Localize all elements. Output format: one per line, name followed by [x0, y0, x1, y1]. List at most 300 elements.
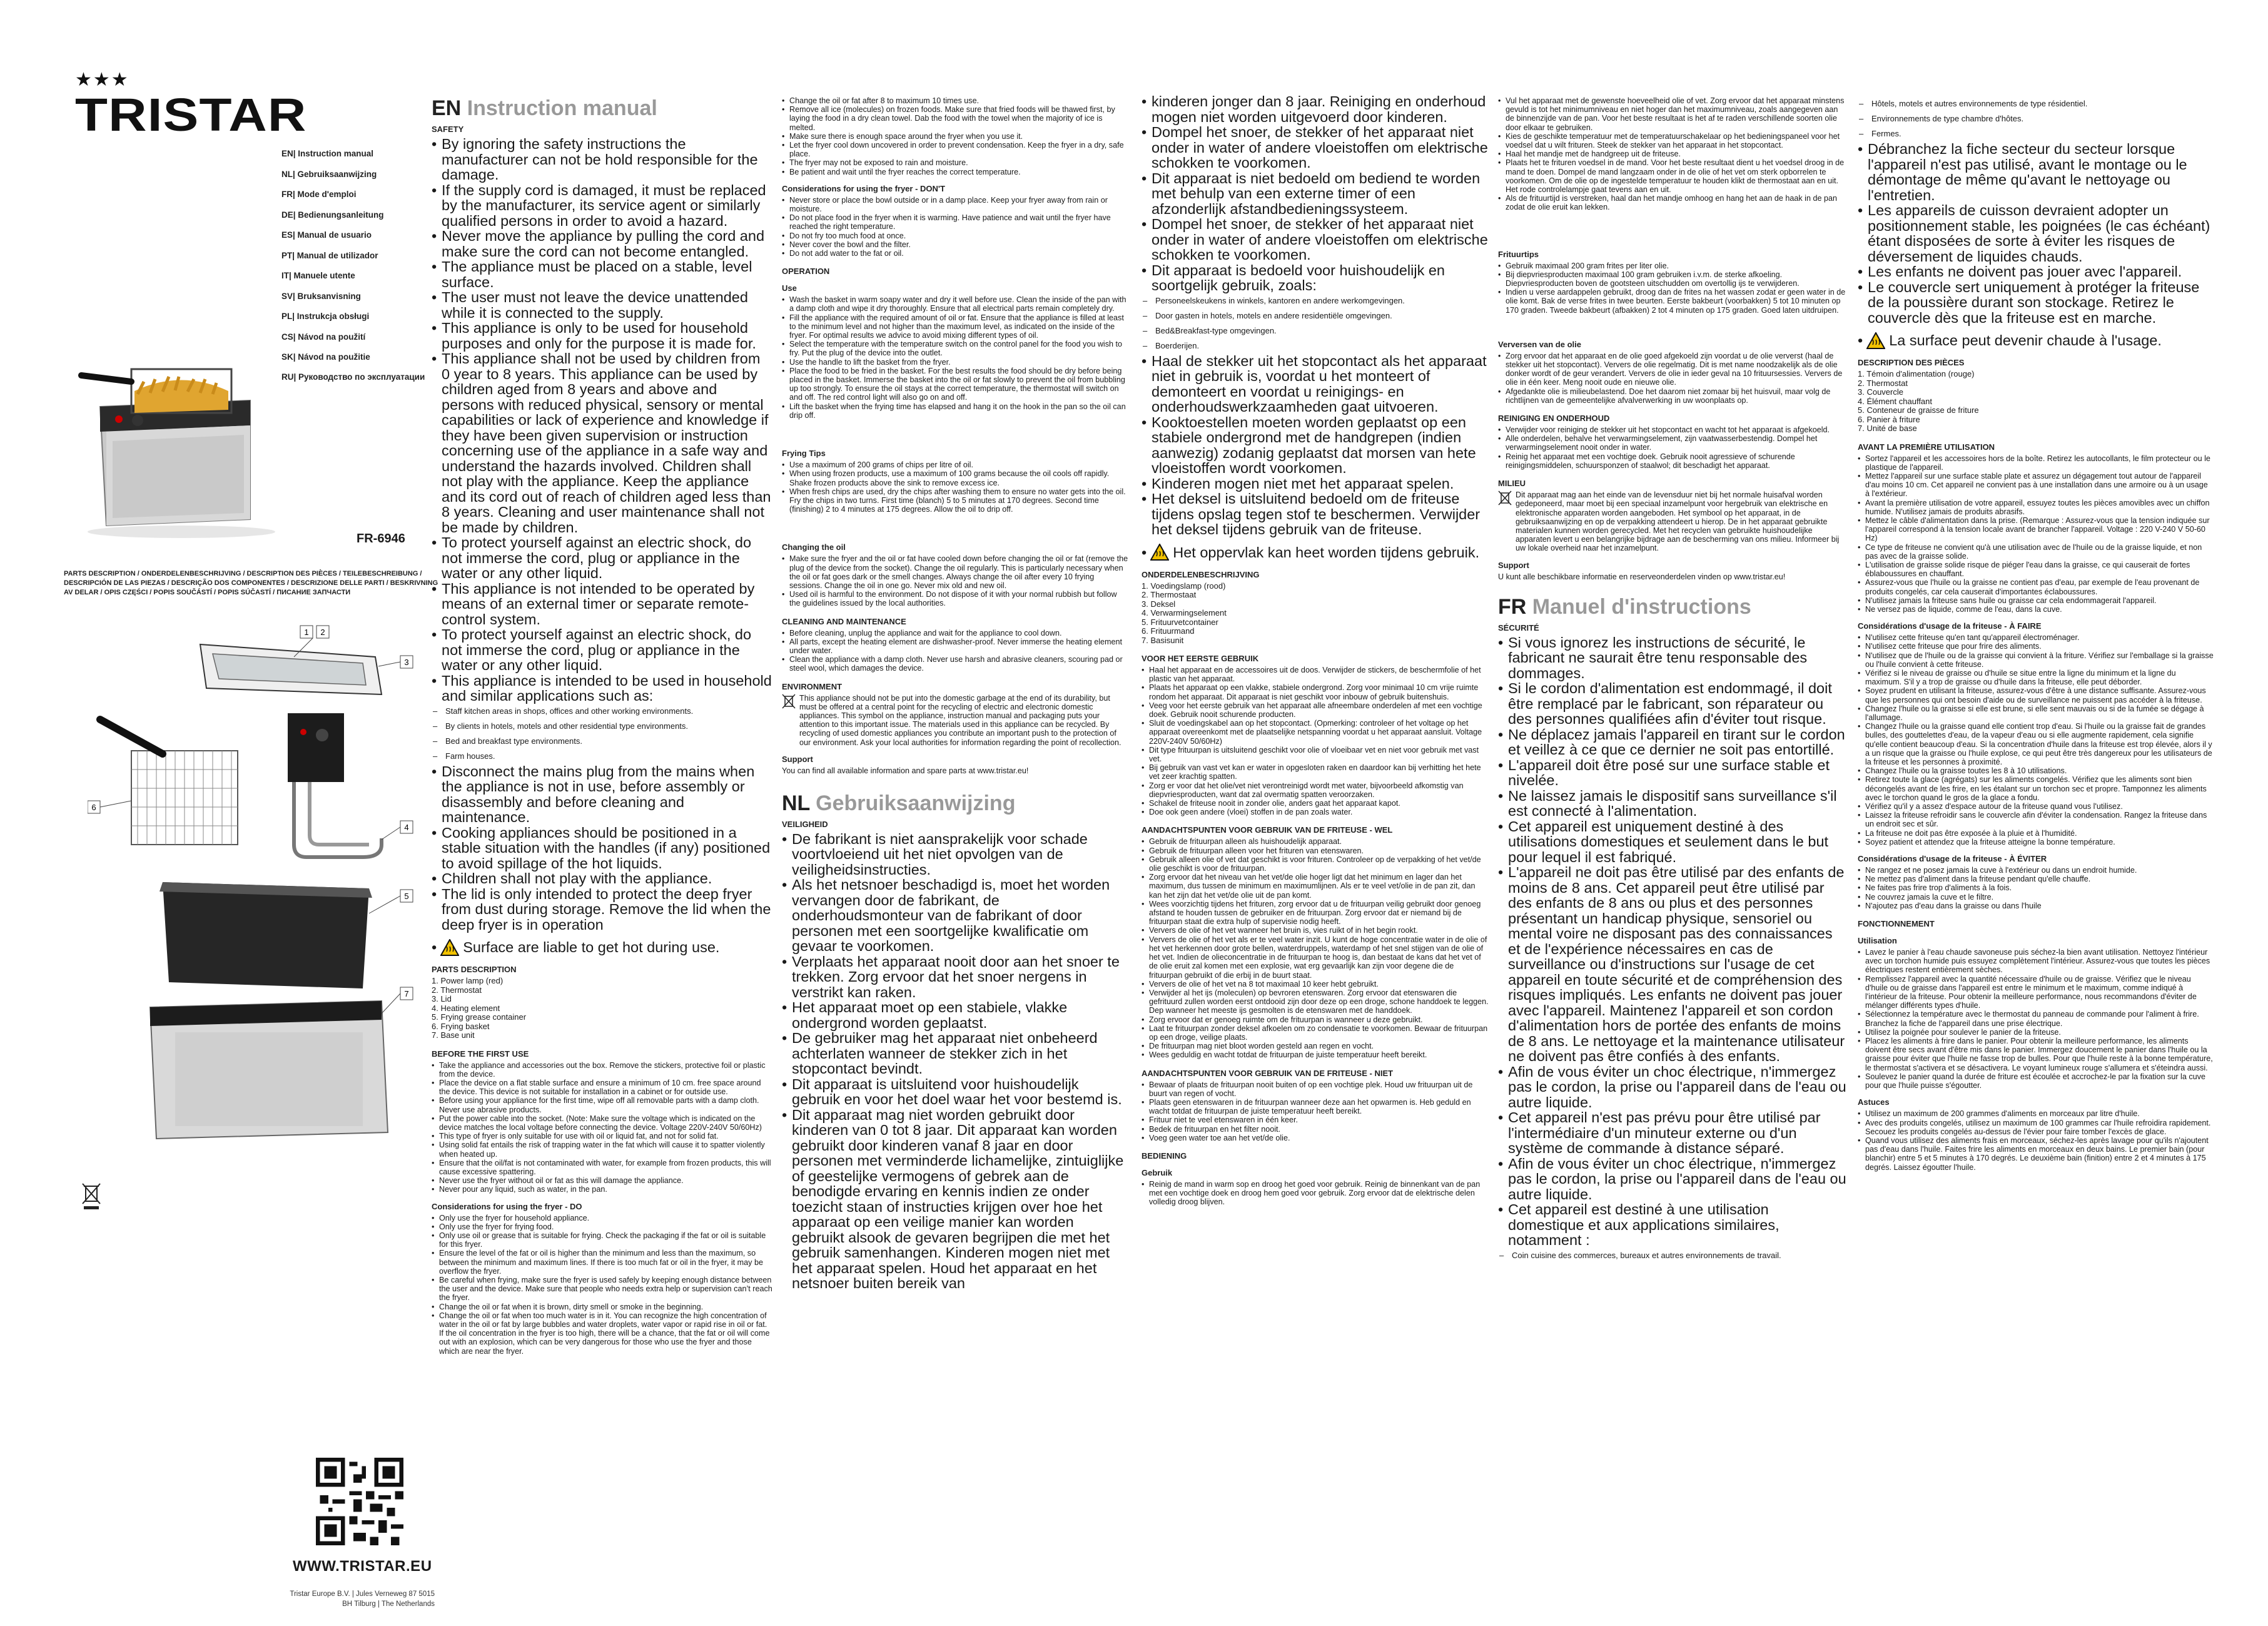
list-item: • The user must not leave the device unattended while it is connected to the supply. — [432, 290, 772, 320]
list-item: • Mettez le câble d'alimentation dans la prise. (Remarque : Assurez-vous que la tension indiquée sur l'appareil correspond à la tension locale avant de brancher l'appareil. Voltage : 220 V-240 V 50-60 Hz) — [1858, 516, 2214, 543]
list-item: • Wees geduldig en wacht totdat de frituurpan de juiste temperatuur heeft bereikt. — [1142, 1050, 1489, 1059]
fr-dont-list — [1858, 866, 2214, 910]
list-item: • Mettez l'appareil sur une surface stable plate et assurez un dégagement tout autour de l'appareil d'au moins 10 cm. Cet appareil ne convient pas à une installation dans une armoire ou à un usage à l'extérieur. — [1858, 472, 2214, 499]
en-safety-heading: SAFETY — [432, 124, 464, 134]
list-item: • Using solid fat entails the risk of trapping water in the fat which will cause it to spatter violently when heated up. — [432, 1141, 772, 1158]
list-item: • Dompel het snoer, de stekker of het apparaat niet onder in water of andere vloeistoffen om elektrische schokken te voorkomen. — [1142, 216, 1489, 263]
hot-surface-warning-icon — [1866, 332, 1885, 349]
list-item: • N'utilisez cette friteuse qu'en tant qu'appareil électroménager. — [1858, 633, 2214, 642]
language-index — [281, 144, 425, 382]
list-item: • N'utilisez jamais la friteuse sans huile ou graisse car cela endommagerait l'appareil. — [1858, 596, 2214, 605]
nl-use-list-cont — [1498, 96, 1848, 212]
nl-cleaning-list — [1498, 425, 1848, 470]
list-item: • Bij gebruik van vast vet kan er water in opgesloten raken en daardoor kan bij verhitting het hete vet zeer krachtig spatten. — [1142, 763, 1489, 781]
list-item: • Before using your appliance for the first time, wipe off all removable parts with a damp cloth. Never use abrasive products. — [432, 1096, 772, 1114]
list-item: • The lid is only intended to protect the deep fryer from dust during storage. Remove the lid when the deep fryer is in operation — [432, 887, 772, 933]
list-item: 2. Thermostaat — [1142, 590, 1197, 599]
nl-section-title — [782, 791, 1129, 816]
fr-usage-environments-cont — [1858, 96, 2214, 141]
fr-safety-heading: SÉCURITÉ — [1498, 622, 1539, 633]
list-item: • Vérifiez si le niveau de graisse ou d'huile se situe entre la ligne du minimum et la ligne du maximum. S'il y a trop de graisse ou d'huile dans la friteuse, elle peut déborder. — [1858, 669, 2214, 686]
en-dont-list — [782, 196, 1129, 258]
list-item: 3. Deksel — [1142, 599, 1176, 609]
list-item: 1. Power lamp (red) — [432, 976, 504, 985]
nl-cleaning-heading: REINIGING EN ONDERHOUD — [1498, 414, 1610, 424]
list-item: • Put the power cable into the socket. (Note: Make sure the voltage which is indicated on the device matches the local voltage before connecting the device. Voltage 220V-240V 50/60Hz) — [432, 1114, 772, 1132]
list-item: • Ne couvrez jamais la cuve et le filtre. — [1858, 893, 2214, 902]
language-item: PT| Manual de utilizador — [281, 250, 378, 260]
en-language-code: EN — [432, 96, 462, 120]
list-item: • This appliance is not intended to be operated by means of an external timer or separate remote-control system. — [432, 581, 772, 628]
hot-surface-text: La surface peut devenir chaude à l'usage. — [1889, 332, 2162, 348]
list-item: • Fill the appliance with the required amount of oil or fat. Ensure that the appliance is filled at least to the minimum level and not higher than the maximum level, as indicated on the inside of the fryer. For optimal results we advice to avoid mixing different types of oil. — [782, 313, 1129, 340]
list-item: • Retirez toute la glace (agrégats) sur les aliments congelés. Vérifiez que les aliments sont bien décongelés avant de les frire, en les étalant sur un torchon sec et propre. Tamponnez les aliments avec le torchon quand le gros de la glace a fondu. — [1858, 775, 2214, 802]
nl-operation-heading: BEDIENING — [1142, 1151, 1187, 1161]
nl-column-3 — [1498, 96, 1848, 1610]
list-item: • Do not add water to the fat or oil. — [782, 249, 1129, 258]
list-item: • When fresh chips are used, dry the chips after washing them to ensure no water gets into the oil. Fry the chips in two turns. First time (blanch) 5 to 5 minutes at 170 degrees. Second time (finishing) 2 to 4 minutes at 175 degrees. Allow the oil to drip off. — [782, 487, 1129, 514]
nl-dont-list — [1142, 1080, 1489, 1142]
list-item: – Boerderijen. — [1142, 338, 1489, 353]
list-item: • Zorg ervoor dat er genoeg ruimte om de frituurpan is wanneer u deze gebruikt. — [1142, 1015, 1489, 1024]
list-item: • Schakel de friteuse nooit in zonder olie, anders gaat het apparaat kapot. — [1142, 799, 1489, 808]
en-operation-heading: OPERATION — [782, 267, 830, 277]
nl-use-heading: Gebruik — [1142, 1167, 1173, 1177]
list-item: • Use the handle to lift the basket from the fryer. — [782, 358, 1129, 367]
fr-title: Manuel d'instructions — [1532, 594, 1751, 619]
list-item: – Fermes. — [1858, 126, 2214, 141]
list-item: • Change the oil or fat after 8 to maximum 10 times use. — [782, 96, 1129, 105]
list-item: • Ververs de olie of het vet wanneer het bruin is, vies ruikt of in het begin rookt. — [1142, 926, 1489, 935]
list-item: 4. Verwarmingselement — [1142, 608, 1227, 617]
list-item: • Cooking appliances should be positioned in a stable situation with the handles (if any) positioned to avoid spillage of the hot liquids. — [432, 825, 772, 871]
list-item: • Used oil is harmful to the environment. Do not dispose of it with your normal rubbish but follow the guidelines issued by the local authorities. — [782, 590, 1129, 607]
language-item: EN| Instruction manual — [281, 149, 374, 158]
list-item: • Zorg ervoor dat het apparaat en de olie goed afgekoeld zijn voordat u de olie ververst (haal de stekker uit het stopcontact). Ververs de olie regelmatig. Dit is met name noodzakelijk als de olie donker wordt of de geur verandert. Ververs de olie in ieder geval na 10 frituursessies. Ververs de olie in één keer. Meng nooit oude en nieuwe olie. — [1498, 352, 1848, 387]
list-item: • Soyez prudent en utilisant la friteuse, assurez-vous d'être à une distance suffisante. Assurez-vous que les personnes qui ont besoin d'aide ou de surveillance ne puissent pas accéder à la friteuse. — [1858, 686, 2214, 704]
en-support-text: You can find all available information and spare parts at www.tristar.eu! — [782, 766, 1029, 775]
en-environment-heading: ENVIRONMENT — [782, 681, 843, 691]
list-item: • This appliance shall not be used by children from 0 year to 8 years. This appliance can be used by children aged from 8 years and above and persons with reduced physical, sensory or mental capabilities or lack of experience and knowledge if they have been given supervision or instruction concerning use of the appliance in a safe way and understand the hazards involved. Children shall not play with the appliance. Keep the appliance and its cord out of reach of children aged less than 8 years. Cleaning and user maintenance shall not be made by children. — [432, 351, 772, 535]
list-item: • Dit apparaat is uitsluitend voor huishoudelijk gebruik en voor het doel waar het voor bestemd is. — [782, 1077, 1129, 1107]
list-item: • Bij diepvriesproducten maximaal 100 gram gebruiken i.v.m. de sterke afkoeling. Diepvriesproducten boven de gootsteen uitschudden om overtollig ijs te verwijderen. — [1498, 270, 1848, 288]
hot-surface-warning-icon — [1150, 544, 1169, 561]
en-environment-text: This appliance should not be put into the domestic garbage at the end of its durability, but must be offered at a central point for the recycling of electric and electronic domestic appliances. This symbol on the appliance, instruction manual and packaging puts your attention to this important issue. The materials used in this appliance can be recycled. By recycling of used domestic appliances you contribute an important push to the protection of our environment. Ask your local authorities for information regarding the point of recollection. — [799, 693, 1121, 747]
en-cleaning-list — [782, 629, 1129, 673]
list-item: • Gebruik de frituurpan alleen voor het frituren van etenswaren. — [1142, 846, 1489, 855]
fr-do-list — [1858, 633, 2214, 846]
list-item: • Before cleaning, unplug the appliance and wait for the appliance to cool down. — [782, 629, 1129, 638]
list-item: – Bed&Breakfast-type omgevingen. — [1142, 323, 1489, 338]
nl-before-first-use-heading: VOOR HET EERSTE GEBRUIK — [1142, 654, 1259, 663]
list-item: 5. Frying grease container — [432, 1012, 527, 1022]
fr-dont-heading: Considérations d'usage de la friteuse - À ÉVITER — [1858, 854, 2047, 864]
list-item: • Ensure the level of the fat or oil is higher than the minimum and less than the maximum, so between the minimum and maximum lines. If there is too much fat or oil in the fryer, it may be overflow the fryer. — [432, 1249, 772, 1276]
list-item: • Dompel het snoer, de stekker of het apparaat niet onder in water of andere vloeistoffen om elektrische schokken te voorkomen. — [1142, 124, 1489, 171]
list-item: 2. Thermostat — [1858, 378, 1908, 388]
list-item: • L'utilisation de graisse solide risque de piéger l'eau dans la graisse, ce qui causerait de fortes éblaboussures en chauffant. — [1858, 561, 2214, 578]
language-item: SV| Bruksanvisning — [281, 291, 361, 301]
list-item: • Only use oil or grease that is suitable for frying. Check the packaging if the fat or oil is suitable for this fryer. — [432, 1231, 772, 1249]
list-item: • Disconnect the mains plug from the mains when the appliance is not in use, before assembly or disassembly and before cleaning and maintenance. — [432, 764, 772, 825]
fr-before-first-use-list — [1858, 454, 2214, 614]
list-item: • Het deksel is uitsluitend bedoeld om de friteuse tijdens opslag tegen stof te beschermen. Verwijder het deksel tijdens gebruik van de friteuse. — [1142, 491, 1489, 537]
list-item: • Children shall not play with the appliance. — [432, 871, 772, 887]
list-item: • Never use the fryer without oil or fat as this will damage the appliance. — [432, 1176, 772, 1185]
list-item: • Het apparaat moet op een stabiele, vlakke ondergrond worden geplaatst. — [782, 1000, 1129, 1030]
en-cleaning-heading: CLEANING AND MAINTENANCE — [782, 616, 906, 626]
list-item: – Staff kitchen areas in shops, offices and other working environments. — [432, 704, 772, 719]
list-item: 6. Frying basket — [432, 1021, 490, 1031]
callout-5: 5 — [404, 892, 409, 901]
list-item: – Bed and breakfast type environments. — [432, 734, 772, 749]
list-item: 7. Base unit — [432, 1030, 475, 1040]
nl-column-2 — [1142, 94, 1489, 1608]
list-item: • Use a maximum of 200 grams of chips per litre of oil. — [782, 460, 1129, 469]
list-item: 1. Voedingslamp (rood) — [1142, 581, 1226, 591]
list-item: • If the supply cord is damaged, it must be replaced by the manufacturer, its service agent or similarly qualified persons in order to avoid a hazard. — [432, 183, 772, 229]
company-address: Tristar Europe B.V. | Jules Verneweg 87 5015 BH Tilburg | The Netherlands — [290, 1590, 435, 1608]
fr-column-2 — [1858, 96, 2214, 1610]
list-item: • This type of fryer is only suitable for use with oil or liquid fat, and not for solid fat. — [432, 1132, 772, 1141]
list-item: • Haal het apparaat en de accessoires uit de doos. Verwijder de stickers, de beschermfolie of het plastic van het apparaat. — [1142, 666, 1489, 683]
list-item: • N'utilisez cette friteuse que pour frire des aliments. — [1858, 642, 2214, 651]
en-tips-list — [782, 460, 1129, 514]
list-item: 4. Heating element — [432, 1003, 500, 1013]
fr-operation-heading: FONCTIONNEMENT — [1858, 919, 1935, 929]
nl-safety-list-cont — [1142, 94, 1489, 293]
nl-do-heading: AANDACHTSPUNTEN VOOR GEBRUIK VAN DE FRITEUSE - WEL — [1142, 825, 1393, 835]
list-item: • Quand vous utilisez des aliments frais en morceaux, séchez-les après lavage pour qu'ils n'ajoutent pas d'eau dans l'huile. Faites frire les aliments en morceaux en deux bains. Le premier bain (pour blanchir) entre 5 et 5 minutes à 170 degrés. Le deuxième bain (finition) entre 2 et 4 minutes à 175 degrés. Laissez égoutter l'huile. — [1858, 1136, 2214, 1172]
nl-changing-oil-heading: Verversen van de olie — [1498, 339, 1581, 349]
list-item: • Assurez-vous que l'huile ou la graisse ne contient pas d'eau, par exemple de l'eau provenant de produits congelés, car cela causerait d'importantes éclaboussures. — [1858, 578, 2214, 596]
list-item: • Verplaats het apparaat nooit door aan het snoer te trekken. Zorg ervoor dat het snoer nergens in verstrikt kan raken. — [782, 954, 1129, 1000]
list-item: • Kinderen mogen niet met het apparaat spelen. — [1142, 476, 1489, 492]
list-item: • Do not fry too much food at once. — [782, 231, 1129, 240]
en-do-list-cont — [782, 96, 1129, 176]
callout-1: 1 — [304, 628, 309, 637]
list-item: • Be patient and wait until the fryer reaches the correct temperature. — [782, 168, 1129, 176]
brand-name: TRISTAR — [75, 89, 307, 141]
fr-hot-surface-warning: • La surface peut devenir chaude à l'usage. — [1858, 332, 2162, 348]
callout-3: 3 — [404, 658, 409, 667]
nl-dont-heading: AANDACHTSPUNTEN VOOR GEBRUIK VAN DE FRITEUSE - NIET — [1142, 1068, 1394, 1078]
list-item: • Vérifiez qu'il y a assez d'espace autour de la friteuse quand vous l'utilisez. — [1858, 802, 2214, 811]
list-item: • Alle onderdelen, behalve het verwarmingselement, zijn vaatwasserbestendig. Dompel het verwarmingselement nooit onder in water. — [1498, 434, 1848, 452]
list-item: • Ensure that the oil/fat is not contaminated with water, for example from frozen products, this will cause excessive spattering. — [432, 1159, 772, 1176]
nl-safety-list — [782, 831, 1129, 1291]
parts-diagram — [88, 619, 425, 1157]
list-item: • Remove all ice (molecules) on frozen foods. Make sure that fried foods will be thawed first, by laying the food in a dry clean towel. Dab the food with the towel when the majority of ice is melted. — [782, 105, 1129, 132]
list-item: • Si vous ignorez les instructions de sécurité, le fabricant ne saurait être tenu responsable des dommages. — [1498, 635, 1848, 681]
list-item: • Be careful when frying, make sure the fryer is used safely by keeping enough distance between the user and the device. Make sure that people who needs extra help or supervision can’t reach the fryer. — [432, 1276, 772, 1303]
list-item: • Plaats het apparaat op een vlakke, stabiele ondergrond. Zorg voor minimaal 10 cm vrije ruimte rondom het apparaat. Dit apparaat is niet geschikt voor inbouw of gebruik buitenshuis. — [1142, 683, 1489, 701]
list-item: • Select the temperature with the temperature switch on the control panel for the food you wish to fry. Put the plug of the device into the outlet. — [782, 340, 1129, 357]
list-item: • L'appareil ne doit pas être utilisé par des enfants de moins de 8 ans. Cet appareil peut être utilisé par des enfants de 8 ans ou plus et des personnes présentant un handicap physique, sensoriel ou mental voire ne disposant pas des connaissances et de l'expérience nécessaires en cas de surveillance ou d'instructions sur l'usage de cet appareil en toute sécurité et de compréhension des risques impliqués. Les enfants ne doivent pas jouer avec l'appareil. Maintenez l'appareil et son cordon d'alimentation hors de portée des enfants de moins de 8 ans. Le nettoyage et la maintenance utilisateur ne doivent pas être confiés à des enfants. — [1498, 865, 1848, 1064]
list-item: • Verwijder voor reiniging de stekker uit het stopcontact en wacht tot het apparaat is afgekoeld. — [1498, 425, 1848, 434]
list-item: • Place the food to be fried in the basket. For the best results the food should be dry before being placed in the basket. Immerse the basket into the oil or fat slowly to prevent the oil from bubbling up too strongly. To ensure the oil stays at the correct temperature, the thermostat will switch on and off. The red control light will also go on and off. — [782, 367, 1129, 402]
list-item: – Door gasten in hotels, motels en andere residentiële omgevingen. — [1142, 308, 1489, 323]
language-item: NL| Gebruiksaanwijzing — [281, 169, 377, 179]
list-item: • Plaats geen etenswaren in de frituurpan wanneer deze aan het opwarmen is. Heb geduld en wacht totdat de frituurpan de juiste temperatuur heeft bereikt. — [1142, 1098, 1489, 1115]
list-item: • Dit apparaat is niet bedoeld om bediend te worden met behulp van een externe timer of een afzonderlijk afstandbedieningssysteem. — [1142, 171, 1489, 217]
list-item: • De gebruiker mag het apparaat niet onbeheerd achterlaten wanneer de stekker zich in het stopcontact bevindt. — [782, 1030, 1129, 1077]
list-item: 4. Élément chauffant — [1858, 396, 1933, 406]
nl-environment-heading: MILIEU — [1498, 479, 1526, 489]
list-item: • Ne mettez pas d'aliment dans la friteuse pendant qu'elle chauffe. — [1858, 875, 2214, 883]
list-item: • Zorg ervoor dat het niveau van het vet/de olie hoger ligt dat het minimum en lager dan het maximum, dus tussen de minimum en maximumlijnen. Als er te veel vet/olie in de pan zit, dan kan het zijn dat het vet/de olie uit de pan komt. — [1142, 873, 1489, 900]
list-item: • Lift the basket when the frying time has elapsed and hang it on the hook in the pan so the oil can drip off. — [782, 402, 1129, 420]
list-item: • Kies de geschikte temperatuur met de temperatuurschakelaar op het bedieningspaneel voor het voedsel dat u wilt frituren. Steek de stekker van het apparaat in het stopcontact. — [1498, 132, 1848, 150]
en-use-list — [782, 295, 1129, 420]
fr-usage-environments — [1498, 1248, 1848, 1263]
list-item: • Débranchez la fiche secteur du secteur lorsque l'appareil n'est pas utilisé, avant le montage ou le démontage de même qu'avant le nettoyage ou l'entretien. — [1858, 141, 2214, 203]
fryer-product-image — [63, 332, 275, 544]
website-link[interactable]: WWW.TRISTAR.EU — [293, 1558, 432, 1575]
weee-bin-icon — [1498, 490, 1512, 507]
qr-code[interactable] — [316, 1458, 403, 1545]
en-safety-list-2 — [432, 764, 772, 933]
list-item: • Veeg voor het eerste gebruik van het apparaat alle afneembare onderdelen af met een vochtige doek. Gebruik nooit schurende producten. — [1142, 701, 1489, 719]
hot-surface-text: Surface are liable to get hot during use. — [463, 939, 720, 955]
nl-support-heading: Support — [1498, 560, 1529, 570]
list-item: • De fabrikant is niet aansprakelijk voor schade voortvloeiend uit het niet opvolgen van de veiligheidsinstructies. — [782, 831, 1129, 878]
en-use-heading: Use — [782, 283, 797, 293]
list-item: • N'ajoutez pas d'eau dans la graisse ou dans l'huile — [1858, 902, 2214, 910]
nl-title: Gebruiksaanwijzing — [816, 791, 1016, 815]
list-item: • Les appareils de cuisson devraient adopter un positionnement stable, les poignées (le cas échéant) étant disposées de sorte à éviter les risques de déversement de liquides chauds. — [1858, 203, 2214, 264]
callout-6: 6 — [91, 803, 96, 812]
list-item: • Dit type frituurpan is uitsluitend geschikt voor olie of vloeibaar vet en niet voor gebruik met vast vet. — [1142, 746, 1489, 763]
en-changing-oil-list — [782, 554, 1129, 607]
list-item: • Ne versez pas de liquide, comme de l'eau, dans la cuve. — [1858, 605, 2214, 614]
list-item: – By clients in hotels, motels and other residential type environments. — [432, 719, 772, 734]
nl-tips-list — [1498, 262, 1848, 315]
nl-tips-heading: Frituurtips — [1498, 249, 1539, 259]
list-item: 7. Basisunit — [1142, 635, 1184, 645]
nl-do-list — [1142, 837, 1489, 1059]
nl-before-first-use-list — [1142, 666, 1489, 816]
hot-surface-text: Het oppervlak kan heet worden tijdens gebruik. — [1173, 544, 1480, 561]
list-item: – Farm houses. — [432, 749, 772, 764]
nl-safety-list-2 — [1142, 353, 1489, 537]
en-do-heading: Considerations for using the fryer - DO — [432, 1201, 582, 1211]
list-item: • Utilisez un maximum de 200 grammes d'aliments en morceaux par litre d'huile. — [1858, 1109, 2214, 1118]
fr-before-first-use-heading: AVANT LA PREMIÈRE UTILISATION — [1858, 442, 1995, 452]
list-item: • De frituurpan mag niet bloot worden gesteld aan regen en vocht. — [1142, 1042, 1489, 1050]
list-item: • Gebruik alleen olie of vet dat geschikt is voor frituren. Controleer op de verpakking of het vet/de olie geschikt is voor de frituurpan. — [1142, 855, 1489, 873]
list-item: • Doe ook geen andere (vloei) stoffen in de pan zoals water. — [1142, 808, 1489, 816]
list-item: • Take the appliance and accessories out the box. Remove the stickers, protective foil or plastic from the device. — [432, 1061, 772, 1079]
list-item: • Bewaar of plaats de frituurpan nooit buiten of op een vochtige plek. Houd uw frituurpan uit de buurt van regen of vocht. — [1142, 1080, 1489, 1098]
list-item: • N'utilisez que de l'huile ou de la graisse qui convient à la friture. Vérifiez sur l'emballage si la graisse ou l'huile convient à cette friteuse. — [1858, 651, 2214, 669]
en-support-heading: Support — [782, 754, 813, 764]
list-item: • Soyez patient et attendez que la friteuse atteigne la bonne température. — [1858, 838, 2214, 846]
language-item: CS| Návod na použití — [281, 332, 366, 342]
list-item: • Afin de vous éviter un choc électrique, n'immergez pas le cordon, la prise ou l'appareil dans de l'eau ou autre liquide. — [1498, 1156, 1848, 1202]
list-item: • Cet appareil n'est pas prévu pour être utilisé par l'intermédiaire d'un minuteur externe ou d'un système de commande à distance séparé. — [1498, 1110, 1848, 1156]
en-hot-surface-warning: • Surface are liable to get hot during use. — [432, 939, 720, 955]
nl-support-text: U kunt alle beschikbare informatie en reserveonderdelen vinden op www.tristar.eu! — [1498, 572, 1786, 581]
fr-safety-list — [1498, 635, 1848, 1248]
list-item: • Place the device on a flat stable surface and ensure a minimum of 10 cm. free space around the device. This device is not suitable for installation in a cabinet or for outside use. — [432, 1079, 772, 1096]
list-item: • kinderen jonger dan 8 jaar. Reiniging en onderhoud mogen niet worden uitgevoerd door kinderen. — [1142, 94, 1489, 124]
list-item: • Sortez l'appareil et les accessoires hors de la boîte. Retirez les autocollants, le film protecteur ou le plastique de l'appareil. — [1858, 454, 2214, 472]
fr-use-heading: Utilisation — [1858, 936, 1897, 946]
list-item: • Reinig het apparaat met een vochtige doek. Gebruik nooit agressieve of schurende reinigingsmiddelen, schuursponzen of staalwol; dit beschadigt het apparaat. — [1498, 452, 1848, 470]
list-item: • Gebruik maximaal 200 gram frites per liter olie. — [1498, 262, 1848, 270]
callout-2: 2 — [320, 628, 325, 637]
list-item: • Dit apparaat is bedoeld voor huishoudelijk en soortgelijk gebruik, zoals: — [1142, 263, 1489, 293]
weee-bin-icon — [81, 1182, 101, 1210]
list-item: • This appliance is intended to be used in household and similar applications such as: — [432, 673, 772, 704]
list-item: • Changez l'huile ou la graisse quand elle contient trop d'eau. Si l'huile ou la graisse fait de grandes bulles, des gouttelettes d'eau, de la vapeur d'eau ou si elle augmente rapidement, cela signifie qu'elle contient beaucoup d'eau. Si la concentration d'huile dans la friteuse est trop élevée, alors il y a un risque que la graisse ou l'huile explose, ce qui peut être très dangereux pour les utilisateurs de la friteuse et les personnes à proximité. — [1858, 722, 2214, 766]
list-item: • Voeg geen water toe aan het vet/de olie. — [1142, 1134, 1489, 1142]
brand-logo — [75, 69, 307, 141]
model-number: FR-6946 — [357, 532, 405, 546]
fr-parts-list — [1858, 370, 2214, 434]
fr-parts-heading: DESCRIPTION DES PIÈCES — [1858, 358, 1965, 367]
fr-do-heading: Considérations d'usage de la friteuse - À FAIRE — [1858, 621, 2042, 631]
list-item: • Gebruik de frituurpan alleen als huishoudelijk apparaat. — [1142, 837, 1489, 846]
nl-parts-list — [1142, 582, 1489, 646]
list-item: 1. Témoin d'alimentation (rouge) — [1858, 369, 1975, 379]
en-environment-block — [782, 694, 1129, 747]
list-item: – Environnements de type chambre d'hôtes. — [1858, 111, 2214, 126]
hot-surface-warning-icon — [440, 939, 459, 956]
list-item: • Soulevez le panier quand la durée de friture est écoulée et accrochez-le par la fixation sur la cuve pour que l'huile puisse s'égoutter. — [1858, 1072, 2214, 1090]
list-item: 7. Unité de base — [1858, 424, 1917, 433]
list-item: • Sélectionnez la température avec le thermostat du panneau de commande pour l'aliment à frire. Branchez la fiche de l'appareil dans une prise électrique. — [1858, 1010, 2214, 1027]
list-item: • Only use the fryer for frying food. — [432, 1222, 772, 1231]
list-item: • Afin de vous éviter un choc électrique, n'immergez pas le cordon, la prise ou l'appareil dans de l'eau ou autre liquide. — [1498, 1064, 1848, 1110]
list-item: • Ne rangez et ne posez jamais la cuve à l'extérieur ou dans un endroit humide. — [1858, 866, 2214, 875]
callout-7: 7 — [404, 989, 409, 998]
list-item: • Dit apparaat mag niet worden gebruikt door kinderen van 0 tot 8 jaar. Dit apparaat kan worden gebruikt door kinderen vanaf 8 jaar en door personen met verminderde lichamelijke, zintuiglijke of geestelijke vermogens of gebrek aan de benodigde ervaring en kennis indien ze onder toezicht staan of instructies krijgen over hoe het apparaat op een veilige manier kan worden gebruikt alsook de gevaren begrijpen die met het gebruik samenhangen. Kinderen mogen niet met het apparaat spelen. Houd het apparaat en het netsnoer buiten bereik van — [782, 1107, 1129, 1291]
nl-usage-environments — [1142, 293, 1489, 353]
list-item: • Ne faites pas frire trop d'aliments à la fois. — [1858, 883, 2214, 892]
language-item: DE| Bedienungsanleitung — [281, 210, 384, 220]
weee-bin-icon — [782, 694, 796, 710]
nl-language-code: NL — [782, 791, 810, 815]
list-item: 5. Conteneur de graisse de friture — [1858, 405, 1979, 415]
list-item: • L'appareil doit être posé sur une surface stable et nivelée. — [1498, 758, 1848, 788]
list-item: • Ververs de olie of het vet als er te veel water inzit. U kunt de hoge concentratie water in de olie of het vet herkennen door grote bellen, waterdruppels, waterdamp of het snel stijgen van de olie of het vet. Indien de olieconcentratie in de frituurpan te hoog is, dan bestaat de kans dat het vet of de olie eruit zal komen met een explosie, wat erg gevaarlijk kan zijn voor degene die de frituurpan gebruikt of die erbij in de buurt staat. — [1142, 935, 1489, 980]
list-item: • Ververs de olie of het vet na 8 tot maximaal 10 keer hebt gebruikt. — [1142, 980, 1489, 988]
list-item: • Clean the appliance with a damp cloth. Never use harsh and abrasive cleaners, scouring pad or steel wool, which damages the device. — [782, 655, 1129, 673]
list-item: • Vul het apparaat met de gewenste hoeveelheid olie of vet. Zorg ervoor dat het apparaat minstens gevuld is tot het minimumniveau en niet hoger dan het maximumniveau, zoals aangegeven aan de binnenzijde van de pan. Voor het beste resultaat is het af te raden verschillende soorten olie door elkaar te gebruiken. — [1498, 96, 1848, 132]
list-item: • Never pour any liquid, such as water, in the pan. — [432, 1185, 772, 1194]
nl-environment-text: Dit apparaat mag aan het einde van de levensduur niet bij het normale huisafval worden gedeponeerd, maar moet bij een speciaal inzamelpunt voor hergebruik van elektrische en elektronische apparaten worden aangeboden. Het symbool op het apparaat, in de gebruiksaanwijzing en op de verpakking attendeert u hierop. De in het apparaat gebruikte materialen kunnen worden gerecycled. Met het recyclen van gebruikte huishoudelijke apparaten levert u een belangrijke bijdrage aan de bescherming van ons milieu. Informeer bij uw lokale overheid naar het inzamelpunt. — [1516, 490, 1840, 553]
fr-language-code: FR — [1498, 594, 1527, 619]
language-item: SK| Návod na použitie — [281, 352, 370, 362]
list-item: • Changez l'huile ou la graisse toutes les 8 à 10 utilisations. — [1858, 766, 2214, 775]
list-item: • Make sure the fryer and the oil or fat have cooled down before changing the oil or fat (remove the plug of the device from the socket). Change the oil regularly. This is particularly necessary when the oil or fat goes dark or the smell changes. Always change the oil after every 10 frying sessions. Change the oil in one go. Never mix old and new oil. — [782, 554, 1129, 590]
list-item: • Si le cordon d'alimentation est endommagé, il doit être remplacé par le fabricant, son réparateur ou des personnes qualifiées afin d'éviter tout risque. — [1498, 681, 1848, 727]
nl-hot-surface-warning: • Het oppervlak kan heet worden tijdens gebruik. — [1142, 544, 1480, 561]
en-tips-heading: Frying Tips — [782, 449, 826, 459]
en-section-title — [432, 96, 772, 121]
fr-tips-heading: Astuces — [1858, 1097, 1890, 1107]
list-item: • Verwijder al het ijs (moleculen) op bevroren etenswaren. Zorg ervoor dat etenswaren die gefrituurd zullen worden eerst ontdooid zijn door deze op een droge, schone handdoek te leggen. Dep wanneer het meeste ijs gesmolten is de etenswaren met de handdoek. — [1142, 988, 1489, 1015]
en-before-first-use-heading: BEFORE THE FIRST USE — [432, 1049, 529, 1059]
en-do-list — [432, 1214, 772, 1356]
list-item: • Haal de stekker uit het stopcontact als het apparaat niet in gebruik is, voordat u het monteert of demonteert en voordat u reinigings- en onderhoudswerkzaamheden gaat uitvoeren. — [1142, 353, 1489, 415]
list-item: • Als de frituurtijd is verstreken, haal dan het mandje omhoog en hang het aan de haak in de pan zodat de olie eruit kan lekken. — [1498, 194, 1848, 211]
list-item: – Coin cuisine des commerces, bureaux et autres environnements de travail. — [1498, 1248, 1848, 1263]
list-item: • Kooktoestellen moeten worden geplaatst op een stabiele ondergrond met de handgrepen (indien aanwezig) zodanig geplaatst dat morsen van hete vloeistoffen wordt voorkomen. — [1142, 415, 1489, 476]
list-item: • Indien u verse aardappelen gebruikt, droog dan de frites na het wassen zodat er geen water in de olie komt. Bak de verse frites in twee beurten. Eerste bakbeurt (voorbakken) 5 tot 10 minuten op 170 graden. Tweede bakbeurt (afbakken) 2 tot 4 minuten op 175 graden. Goed laten uitdruipen. — [1498, 288, 1848, 315]
list-item: • Avec des produits congelés, utilisez un maximum de 100 grammes car l'huile refroidira rapidement. Secouez les produits congelés au-dessus de l'évier pour faire tomber l'excès de glace. — [1858, 1119, 2214, 1136]
list-item: • La friteuse ne doit pas être exposée à la pluie et à l'humidité. — [1858, 829, 2214, 838]
nl-use-list — [1142, 1180, 1489, 1207]
list-item: 6. Panier à friture — [1858, 414, 1920, 424]
list-item: • When using frozen products, use a maximum of 100 grams because the oil cools off rapidly. Shake frozen products above the sink to remove excess ice. — [782, 469, 1129, 487]
nl-parts-heading: ONDERDELENBESCHRIJVING — [1142, 569, 1260, 579]
list-item: • Wees voorzichtig tijdens het frituren, zorg ervoor dat u de frituurpan veilig gebruikt door genoeg afstand te houden tussen de gebruiker en de frituurpan. Zorg ervoor dat er niemand bij de frituurpan staat die extra hulp of supervisie nodig heeft. — [1142, 900, 1489, 927]
fr-safety-list-2 — [1858, 141, 2214, 325]
list-item: • Laissez la friteuse refroidir sans le couvercle afin d'éviter la condensation. Rangez la friteuse dans un endroit sec et sûr. — [1858, 811, 2214, 828]
callout-4: 4 — [404, 823, 409, 832]
en-column-2 — [782, 96, 1129, 1610]
list-item: • Reinig de mand in warm sop en droog het goed voor gebruik. Reinig de binnenkant van de pan met een vochtige doek en droog hem goed voor gebruik. Zorg ervoor dat de elektrische delen volledig droog blijven. — [1142, 1180, 1489, 1207]
list-item: • To protect yourself against an electric shock, do not immerse the cord, plug or appliance in the water or any other liquid. — [432, 627, 772, 673]
list-item: • Avant la première utilisation de votre appareil, essuyez toutes les pièces amovibles avec un chiffon humide. N'utilisez jamais de produits abrasifs. — [1858, 499, 2214, 516]
list-item: • By ignoring the safety instructions the manufacturer can not be hold responsible for the damage. — [432, 136, 772, 183]
language-item: IT| Manuele utente — [281, 271, 355, 280]
list-item: 2. Thermostat — [432, 985, 482, 995]
stars-icon: ★★★ — [75, 69, 129, 90]
list-item: – Hôtels, motels et autres environnements de type résidentiel. — [1858, 96, 2214, 111]
fr-use-list — [1858, 948, 2214, 1090]
list-item: • Frituur niet te veel etenswaren in één keer. — [1142, 1115, 1489, 1124]
list-item: • Let the fryer cool down uncovered in order to prevent condensation. Keep the fryer in a dry, safe place. — [782, 141, 1129, 158]
en-column-1 — [432, 94, 772, 1608]
list-item: • Cet appareil est destiné à une utilisation domestique et aux applications similaires, notamment : — [1498, 1202, 1848, 1248]
list-item: • Les enfants ne doivent pas jouer avec l'appareil. — [1858, 264, 2214, 280]
list-item: • Do not place food in the fryer when it is warming. Have patience and wait until the fryer have reached the right temperature. — [782, 213, 1129, 231]
list-item: • Ne laissez jamais le dispositif sans surveillance s'il est connecté à l'alimentation. — [1498, 788, 1848, 819]
list-item: 3. Lid — [432, 994, 452, 1004]
en-dont-heading: Considerations for using the fryer - DON'T — [782, 183, 945, 193]
nl-environment-block — [1498, 490, 1848, 552]
language-item: RU| Руководство по эксплуатации — [281, 372, 425, 382]
en-parts-list — [432, 977, 772, 1040]
list-item: – Personeelskeukens in winkels, kantoren en andere werkomgevingen. — [1142, 293, 1489, 308]
fr-tips-list — [1858, 1109, 2214, 1171]
list-item: • Haal het mandje met de handgreep uit de friteuse. — [1498, 150, 1848, 158]
list-item: • Laat te frituurpan zonder deksel afkoelen om zo condensatie te voorkomen. Bewaar de frituurpan op een droge, veilige plaats. — [1142, 1024, 1489, 1042]
list-item: • Le couvercle sert uniquement à protéger la friteuse de la poussière durant son stockage. Retirez le couvercle dès que la friteuse est en marche. — [1858, 280, 2214, 326]
en-before-first-use-list — [432, 1061, 772, 1194]
en-usage-environments — [432, 704, 772, 764]
list-item: • Utilisez la poignée pour soulever le panier de la friteuse. — [1858, 1028, 2214, 1037]
list-item: • Plaats het te frituren voedsel in de mand. Voor het beste resultaat dient u het voedsel droog in de mand te doen. Dompel de mand langzaam onder in de olie of het vet om sterk opborrelen te voorkomen. Om de olie op de ingestelde temperatuur te houden klikt de thermostaat aan en uit. Het rode controlelampje gaat tevens aan en uit. — [1498, 158, 1848, 194]
fr-section-title — [1498, 595, 1848, 619]
language-item: FR| Mode d'emploi — [281, 190, 357, 199]
list-item: • Ce type de friteuse ne convient qu'à une utilisation avec de l'huile ou de la graisse liquide, et non pas avec de la graisse solide. — [1858, 543, 2214, 561]
list-item: • Lavez le panier à l'eau chaude savoneuse puis séchez-la bien avant utilisation. Nettoyez l'intérieur avec un torchon humide puis essuyez complètement l'intérieur. Assurez-vous que toutes les pièces électriques restent entièrement sèches. — [1858, 948, 2214, 975]
list-item: • Ne déplacez jamais l'appareil en tirant sur le cordon et veillez à ce que ce dernier ne soit pas entortillé. — [1498, 727, 1848, 758]
list-item: • Never move the appliance by pulling the cord and make sure the cord can not become entangled. — [432, 228, 772, 259]
parts-description-header: PARTS DESCRIPTION / ONDERDELENBESCHRIJVING / DESCRIPTION DES PIÈCES / TEILEBESCHREIBUNG / DESCRIPCIÓN DE LAS PIEZAS / DESCRIÇÃO DOS COMPONENTES / DESCRIZIONE DELLE PARTI / BESKRIVNING AV DELAR / OPIS CZĘŚCI / POPIS SOUČÁSTÍ / POPIS SÚČASTÍ / ПИСАНИЕ ЗАПЧАСТИ — [64, 570, 438, 596]
list-item: • The fryer may not be exposed to rain and moisture. — [782, 158, 1129, 167]
language-item: ES| Manual de usuario — [281, 230, 372, 240]
list-item: • Only use the fryer for household appliance. — [432, 1214, 772, 1222]
sidebar — [56, 56, 438, 1608]
list-item: 3. Couvercle — [1858, 387, 1903, 397]
list-item: • The appliance must be placed on a stable, level surface. — [432, 259, 772, 290]
